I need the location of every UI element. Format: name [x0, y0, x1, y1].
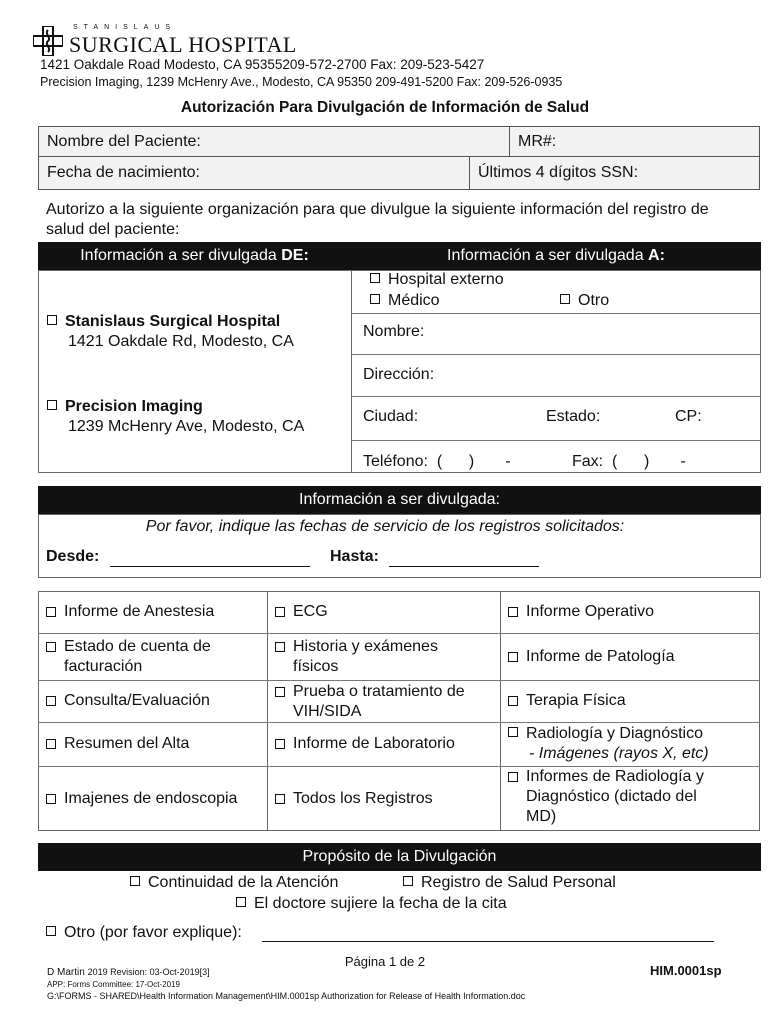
- checkbox-icon[interactable]: [236, 897, 246, 907]
- form-number: HIM.0001sp: [650, 963, 722, 978]
- purpose-personal-record[interactable]: [403, 874, 616, 892]
- patient-name-field[interactable]: [39, 127, 509, 156]
- revision-date: 2019 Revision: 03-Oct-2019: [87, 967, 200, 977]
- to-doctor-label: Médico: [388, 292, 440, 309]
- info-instruction: Por favor, indique las fechas de servicio de los registros solicitados:: [145, 518, 625, 535]
- recipient-zip-field[interactable]: [675, 408, 702, 426]
- record-option[interactable]: [267, 722, 500, 766]
- purpose-header-text: Propósito de la Divulgación: [302, 848, 497, 865]
- divider: [351, 396, 761, 397]
- recipient-state-label: Estado:: [546, 408, 601, 425]
- checkbox-icon[interactable]: [275, 687, 285, 697]
- purpose-doctor-date[interactable]: [236, 895, 507, 913]
- recipient-state-field[interactable]: [546, 408, 600, 426]
- form-title: Autorización Para Divulgación de Información de Salud: [180, 99, 590, 116]
- recipient-phone-field[interactable]: [363, 453, 511, 471]
- release-from-header: [38, 242, 351, 270]
- release-to-header: [351, 242, 761, 270]
- checkbox-icon[interactable]: [560, 294, 570, 304]
- record-label: Informe de Anestesia: [64, 603, 215, 620]
- checkbox-icon[interactable]: [46, 794, 56, 804]
- checkbox-icon[interactable]: [508, 652, 518, 662]
- record-option[interactable]: [500, 680, 760, 722]
- divider: [351, 313, 761, 314]
- checkbox-icon[interactable]: [508, 727, 518, 737]
- record-label: Informe Operativo: [526, 603, 655, 620]
- recipient-city-field[interactable]: [363, 408, 418, 426]
- hospital-address: 1421 Oakdale Road Modesto, CA 95355209-572-2700 Fax: 209-523-5427: [40, 57, 485, 72]
- checkbox-icon[interactable]: [370, 294, 380, 304]
- purpose-continuity-label: Continuidad de la Atención: [148, 874, 339, 891]
- record-option[interactable]: [267, 591, 500, 633]
- mr-number-label: MR#:: [518, 132, 557, 150]
- file-path: G:\FORMS - SHARED\Health Information Management\HIM.0001sp Authorization for Release of Health Information.doc: [47, 991, 526, 1001]
- recipient-address-field[interactable]: [363, 366, 434, 384]
- checkbox-icon[interactable]: [275, 794, 285, 804]
- ssn-last4-label: Últimos 4 dígitos SSN:: [478, 164, 639, 181]
- from-option-ssh-name: Stanislaus Surgical Hospital: [65, 313, 281, 330]
- record-label: Prueba o tratamiento de VIH/SIDA: [293, 683, 465, 720]
- hospital-cross-logo-icon: [33, 26, 63, 56]
- purpose-other-label: Otro (por favor explique):: [64, 924, 242, 941]
- record-label-extra: - Imágenes (rayos X, etc): [529, 745, 709, 762]
- release-from-header-bold: DE:: [281, 247, 309, 264]
- record-label: ECG: [293, 603, 328, 620]
- purpose-doctor-date-label: El doctore sujiere la fecha de la cita: [254, 895, 507, 912]
- recipient-name-label: Nombre:: [363, 323, 425, 340]
- imaging-address: Precision Imaging, 1239 McHenry Ave., Modesto, CA 95350 209-491-5200 Fax: 209-526-0935: [40, 75, 563, 89]
- checkbox-icon[interactable]: [403, 876, 413, 886]
- divider: [351, 354, 761, 355]
- revision-number: [3]: [199, 967, 210, 977]
- ssn-last4-field[interactable]: [469, 157, 759, 189]
- record-label: Estado de cuenta de facturación: [64, 638, 211, 675]
- release-to-header-text: Información a ser divulgada: [447, 247, 649, 264]
- purpose-continuity[interactable]: [130, 874, 338, 892]
- record-option[interactable]: [38, 722, 267, 766]
- from-option-ssh-address: 1421 Oakdale Rd, Modesto, CA: [68, 333, 294, 350]
- record-option[interactable]: [500, 633, 760, 680]
- record-option[interactable]: [500, 591, 760, 633]
- checkbox-icon[interactable]: [275, 642, 285, 652]
- record-label: Resumen del Alta: [64, 735, 190, 752]
- to-external-hospital-label: Hospital externo: [388, 271, 504, 288]
- checkbox-icon[interactable]: [275, 739, 285, 749]
- info-header: [38, 486, 761, 514]
- purpose-other[interactable]: [46, 924, 242, 942]
- record-option[interactable]: [38, 591, 267, 633]
- patient-name-label: Nombre del Paciente:: [47, 132, 201, 150]
- purpose-other-input[interactable]: [262, 941, 714, 942]
- record-option[interactable]: [267, 766, 500, 831]
- authorization-intro: Autorizo a la siguiente organización para que divulgue la siguiente información del registro de salud del paciente:: [46, 201, 709, 238]
- logo-stanislaus-text: STANISLAUS: [73, 24, 177, 31]
- record-label: Informes de Radiología y Diagnóstico (dictado del MD): [526, 768, 704, 825]
- logo-hospital-name: SURGICAL HOSPITAL: [69, 32, 297, 57]
- record-option[interactable]: [267, 680, 500, 722]
- purpose-personal-record-label: Registro de Salud Personal: [421, 874, 616, 891]
- release-to-header-bold: A:: [648, 247, 665, 264]
- to-other[interactable]: [560, 292, 609, 310]
- checkbox-icon[interactable]: [46, 926, 56, 936]
- date-from-label: Desde:: [46, 548, 100, 565]
- to-external-hospital[interactable]: [370, 271, 504, 289]
- date-from-field[interactable]: [46, 548, 310, 567]
- to-other-label: Otro: [578, 292, 610, 309]
- date-to-label: Hasta:: [330, 548, 379, 565]
- recipient-zip-label: CP:: [675, 408, 702, 425]
- record-label: Imajenes de endoscopia: [64, 789, 238, 807]
- checkbox-icon[interactable]: [275, 607, 285, 617]
- record-option[interactable]: [267, 633, 500, 680]
- checkbox-icon[interactable]: [130, 876, 140, 886]
- date-of-birth-label: Fecha de nacimiento:: [47, 164, 200, 181]
- purpose-header: [38, 843, 761, 871]
- page-number: Página 1 de 2: [344, 954, 426, 969]
- recipient-city-label: Ciudad:: [363, 408, 419, 425]
- checkbox-icon[interactable]: [47, 315, 57, 325]
- info-header-text: Información a ser divulgada:: [299, 491, 500, 508]
- from-option-precision-address: 1239 McHenry Ave, Modesto, CA: [68, 418, 305, 435]
- hospital-logo: [33, 24, 297, 58]
- checkbox-icon[interactable]: [46, 607, 56, 617]
- checkbox-icon[interactable]: [46, 739, 56, 749]
- divider: [351, 440, 761, 441]
- checkbox-icon[interactable]: [370, 273, 380, 283]
- checkbox-icon[interactable]: [508, 607, 518, 617]
- approval-info: APP: Forms Committee: 17-Oct-2019: [47, 980, 180, 989]
- record-label: Terapia Física: [526, 692, 626, 709]
- recipient-name-field[interactable]: [363, 323, 424, 341]
- from-option-ssh[interactable]: [47, 313, 294, 351]
- record-label: Todos los Registros: [293, 789, 433, 807]
- to-doctor[interactable]: [370, 292, 440, 310]
- recipient-fax-label: Fax: ( ) -: [572, 453, 686, 470]
- record-label: Radiología y Diagnóstico: [526, 725, 703, 742]
- date-to-input[interactable]: [389, 548, 539, 567]
- patient-name-row: [38, 126, 760, 157]
- author-name: D Martin: [47, 967, 85, 978]
- patient-dob-row: [38, 156, 760, 190]
- date-of-birth-field[interactable]: [39, 157, 469, 189]
- record-label: Historia y exámenes físicos: [293, 638, 438, 675]
- record-option[interactable]: [500, 766, 760, 831]
- recipient-address-label: Dirección:: [363, 366, 435, 383]
- record-option[interactable]: [38, 633, 267, 680]
- revision-info: [47, 967, 210, 978]
- checkbox-icon[interactable]: [47, 400, 57, 410]
- date-to-field[interactable]: [330, 548, 539, 567]
- checkbox-icon[interactable]: [508, 696, 518, 706]
- record-option[interactable]: [38, 766, 267, 831]
- recipient-fax-field[interactable]: [572, 453, 686, 471]
- checkbox-icon[interactable]: [46, 642, 56, 652]
- mr-number-field[interactable]: [509, 127, 759, 156]
- record-label: Consulta/Evaluación: [64, 692, 210, 709]
- release-from-header-text: Información a ser divulgada: [80, 247, 282, 264]
- checkbox-icon[interactable]: [46, 696, 56, 706]
- record-option[interactable]: [500, 722, 760, 766]
- record-label: Informe de Laboratorio: [293, 735, 455, 752]
- checkbox-icon[interactable]: [508, 772, 518, 782]
- record-label: Informe de Patología: [526, 647, 675, 665]
- release-divider: [351, 270, 352, 473]
- from-option-precision[interactable]: [47, 398, 304, 436]
- date-from-input[interactable]: [110, 548, 310, 567]
- from-option-precision-name: Precision Imaging: [65, 398, 203, 415]
- record-option[interactable]: [38, 680, 267, 722]
- recipient-phone-label: Teléfono: ( ) -: [363, 453, 511, 470]
